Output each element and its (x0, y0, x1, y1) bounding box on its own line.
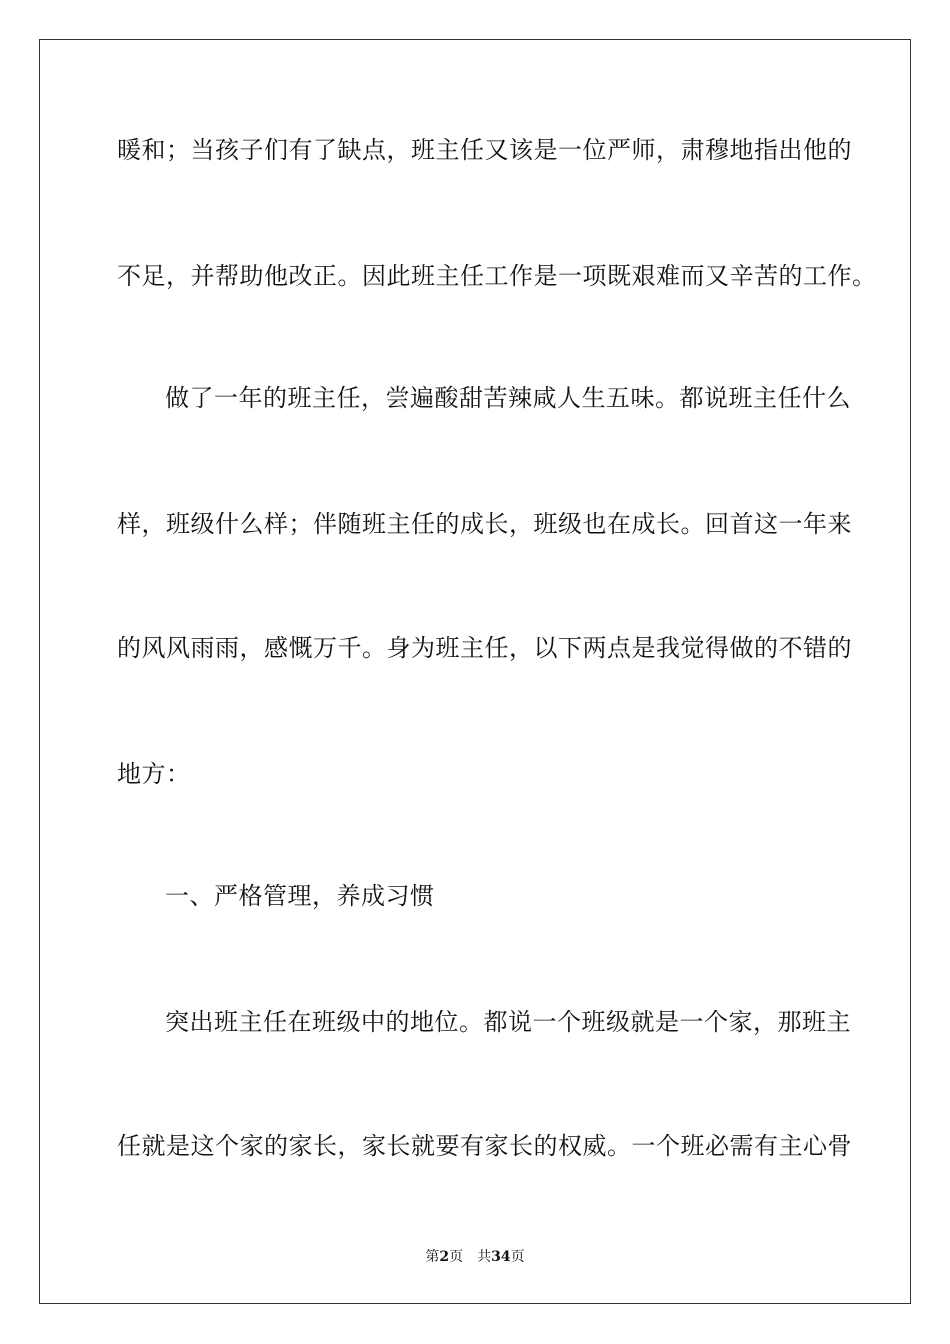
total-prefix: 共 (477, 1249, 492, 1265)
paragraph-line-3: 做了一年的班主任，尝遍酸甜苦辣咸人生五味。都说班主任什么 (165, 384, 851, 412)
page-footer (0, 1248, 950, 1266)
paragraph-line-5: 的风风雨雨，感慨万千。身为班主任，以下两点是我觉得做的不错的 (117, 634, 852, 662)
total-suffix: 页 (510, 1249, 525, 1265)
page-suffix: 页 (449, 1249, 464, 1265)
paragraph-line-4: 样，班级什么样；伴随班主任的成长，班级也在成长。回首这一年来 (117, 510, 852, 538)
paragraph-line-7: 突出班主任在班级中的地位。都说一个班级就是一个家，那班主 (165, 1008, 851, 1036)
current-page-number: 2 (439, 1249, 450, 1265)
page-border (39, 39, 911, 1304)
section-heading: 一、严格管理，养成习惯 (165, 882, 435, 910)
paragraph-line-8: 任就是这个家的家长，家长就要有家长的权威。一个班必需有主心骨 (117, 1132, 852, 1160)
paragraph-line-2: 不足，并帮助他改正。因此班主任工作是一项既艰难而又辛苦的工作。 (117, 262, 877, 290)
total-pages-number: 34 (491, 1249, 511, 1265)
paragraph-line-6: 地方： (117, 760, 191, 788)
paragraph-line-1: 暖和；当孩子们有了缺点，班主任又该是一位严师，肃穆地指出他的 (117, 136, 852, 164)
page-prefix: 第 (425, 1249, 440, 1265)
